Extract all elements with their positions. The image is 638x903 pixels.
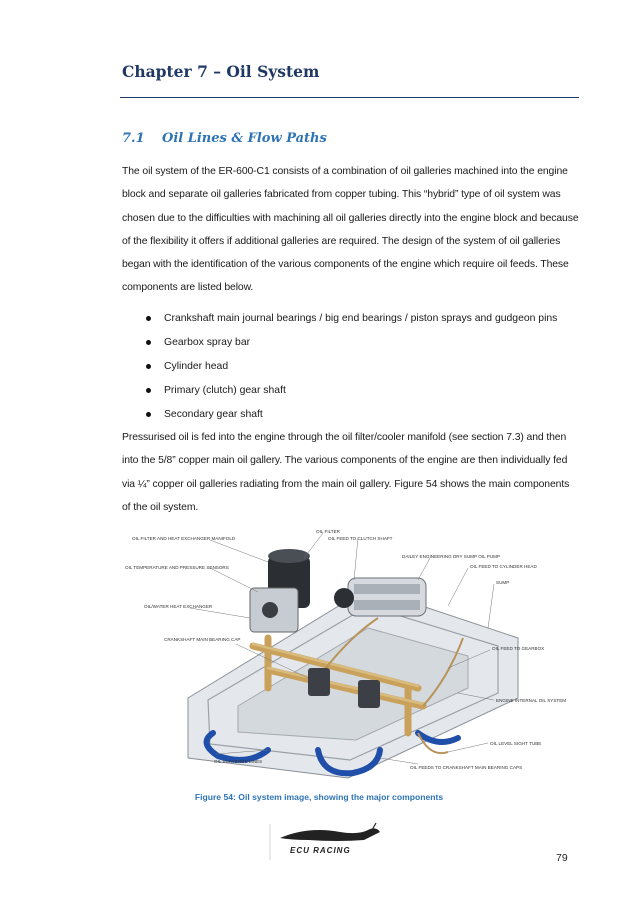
label-feed-clutch: Oil feed to clutch shaft: [328, 536, 393, 541]
list-item: [146, 335, 557, 359]
list-item-text: Secondary gear shaft: [164, 409, 263, 420]
list-item-text: Crankshaft main journal bearings / big end bearings / piston sprays and gudgeon pins: [164, 313, 558, 324]
list-item: [146, 359, 557, 383]
ecu-racing-logo: [268, 822, 398, 862]
chapter-divider: [120, 97, 579, 98]
label-oil-filter: Oil filter: [316, 529, 340, 534]
list-item-text: Primary (clutch) gear shaft: [164, 385, 286, 396]
sump-illustration: [188, 588, 518, 778]
page-number: 79: [556, 852, 568, 864]
section-number: 7.1: [122, 131, 145, 146]
bullet-icon: [146, 316, 151, 321]
label-bearing-cap: Crankshaft main bearing cap: [164, 637, 241, 642]
label-sump: Sump: [496, 580, 510, 585]
label-feed-gearbox: Oil feed to gearbox: [492, 646, 545, 651]
list-item: [146, 311, 557, 335]
label-feeds-crank: Oil feeds to crankshaft main bearing caps: [410, 765, 523, 770]
chapter-title: Chapter 7 – Oil System: [122, 62, 320, 81]
bullet-icon: [146, 340, 151, 345]
list-item-text: Gearbox spray bar: [164, 337, 251, 348]
label-internal-system: Engine internal oil system: [496, 698, 567, 703]
section-heading: [122, 131, 327, 146]
intro-paragraph: The oil system of the ER-600-C1 consists of a combination of oil galleries machined into the engine block and separate oil galleries fabricated from copper tubing. This “hybrid” type of oil system was chosen due to the difficulties with machining all oil galleries directly into the engine block and because of the flexibility it offers if additional galleries are required. The design of the system of oil galleries began with the identification of the various components of the engine which require oil feeds. These components are listed below.: [122, 166, 579, 294]
oil-filter-illustration: [250, 549, 310, 632]
label-filter-manifold: Oil filter and heat exchanger manifold: [132, 536, 236, 541]
label-scavenge: Oil scavenge lines: [214, 759, 263, 764]
feed-paragraph: Pressurised oil is fed into the engine through the oil filter/cooler manifold (see section 7.3) and then into the 5/8” copper main oil gallery. The various components of the engine are then individually fed via ¼” copper oil galleries radiating from the main oil gallery. Figure 54 shows the main components of the oil system.: [122, 432, 570, 513]
list-item-text: Cylinder head: [164, 361, 229, 372]
logo-text: ECU RACING: [290, 846, 351, 855]
bullet-icon: [146, 364, 151, 369]
label-sight-tube: Oil level sight tube: [490, 741, 542, 746]
label-heat-exchanger: Oil/water heat exchanger: [144, 604, 213, 609]
bullet-icon: [146, 412, 151, 417]
oil-system-figure: [118, 528, 567, 786]
bullet-icon: [146, 388, 151, 393]
oil-pump-illustration: [334, 578, 426, 616]
component-list: [146, 311, 557, 431]
figure-caption: Figure 54: Oil system image, showing the major components: [194, 792, 444, 802]
list-item: [146, 383, 557, 407]
section-title: Oil Lines & Flow Paths: [162, 131, 327, 146]
label-temp-sensors: Oil temperature and pressure sensors: [125, 565, 229, 570]
label-feed-head: Oil feed to cylinder head: [470, 564, 537, 569]
label-dry-sump-pump: Dailey engineering dry sump oil pump: [402, 554, 501, 559]
